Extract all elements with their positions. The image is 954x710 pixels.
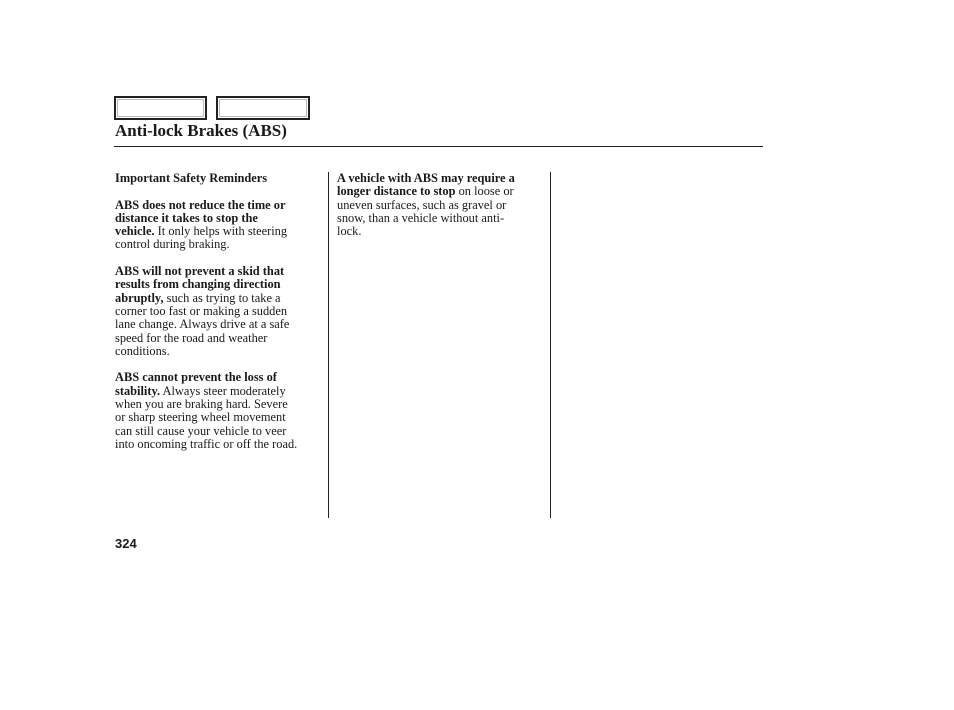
paragraph-abs-distance <box>337 172 543 238</box>
paragraph-abs-stability <box>115 371 321 451</box>
nav-tab-box-2[interactable] <box>216 96 310 120</box>
body-line: speed for the road and weather <box>115 330 268 345</box>
bold-line: ABS does not reduce the time or <box>115 197 286 212</box>
body-line: uneven surfaces, such as gravel or <box>337 197 507 212</box>
body-text: on loose or <box>455 184 514 199</box>
mixed-line <box>115 385 321 398</box>
nav-tab-box-1[interactable] <box>114 96 207 120</box>
left-column <box>115 172 321 465</box>
mixed-line <box>115 225 321 238</box>
page-title: Anti-lock Brakes (ABS) <box>115 121 287 140</box>
body-line: into oncoming traffic or off the road. <box>115 436 298 451</box>
bold-line: distance it takes to stop the <box>115 210 258 225</box>
paragraph-abs-stop-time <box>115 199 321 252</box>
body-line: or sharp steering wheel movement <box>115 410 286 425</box>
body-line: corner too fast or making a sudden <box>115 303 288 318</box>
body-line: can still cause your vehicle to veer <box>115 423 287 438</box>
mixed-line <box>337 185 543 198</box>
body-line: snow, than a vehicle without anti- <box>337 210 505 225</box>
page-number: 324 <box>115 536 137 551</box>
paragraph-abs-skid <box>115 265 321 358</box>
column-divider-left <box>328 172 329 518</box>
bold-phrase: vehicle. <box>115 224 155 239</box>
body-line: when you are braking hard. Severe <box>115 397 288 412</box>
bold-phrase: stability. <box>115 383 161 398</box>
bold-line: results from changing direction <box>115 277 281 292</box>
body-line: conditions. <box>115 343 170 358</box>
mixed-line <box>115 292 321 305</box>
column-divider-right <box>550 172 551 518</box>
body-text: such as trying to take a <box>163 290 281 305</box>
body-line: lock. <box>337 224 362 239</box>
bold-phrase: longer distance to stop <box>337 184 456 199</box>
body-text: It only helps with steering <box>154 224 288 239</box>
body-line: lane change. Always drive at a safe <box>115 317 290 332</box>
bold-phrase: abruptly, <box>115 290 164 305</box>
bold-line: ABS cannot prevent the loss of <box>115 370 277 385</box>
bold-line: A vehicle with ABS may require a <box>337 171 515 185</box>
body-line: control during braking. <box>115 237 230 252</box>
title-divider <box>114 146 763 147</box>
heading-text: Important Safety Reminders <box>115 171 268 185</box>
body-text: Always steer moderately <box>160 383 286 398</box>
bold-line: ABS will not prevent a skid that <box>115 264 285 279</box>
safety-reminders-heading <box>115 172 321 185</box>
middle-column <box>337 172 543 252</box>
